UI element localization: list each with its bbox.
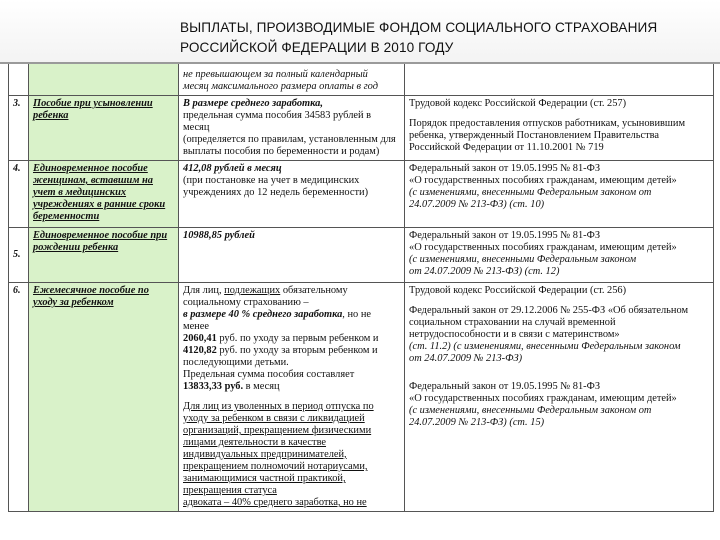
amount-line: учреждениях до 12 недель беременности) [183,187,369,198]
basis-line: Федеральный закон от 19.05.1995 № 81-ФЗ [409,230,601,241]
amount-line [183,333,400,345]
basis-line: Трудовой кодекс Российской Федерации (ст. 257) [409,98,627,109]
amount-line: прекращения статуса [183,485,277,496]
table-row [9,96,714,161]
amount-cell [179,283,405,512]
amount-line: (определяется по правилам, установленным для [183,134,396,145]
benefits-table [8,64,714,512]
row-number: 5. [9,228,29,283]
amount-line: Предельная сумма пособия составляет [183,369,355,380]
basis-line: (с изменениями, внесенными Федеральным законом [409,254,637,265]
amount-line: прекращением полномочий нотариусами, [183,461,368,472]
benefit-name: Ежемесячное пособие по уходу за ребенком [29,283,179,512]
legal-basis-cell [405,283,714,512]
amount-line: последующими детьми. [183,357,289,368]
basis-line: от 24.07.2009 № 213-ФЗ) (ст. 12) [409,266,560,277]
amount-line: В размере среднего заработка, [183,98,323,109]
basis-line: Федеральный закон от 19.05.1995 № 81-ФЗ [409,163,601,174]
legal-basis-cell [405,161,714,228]
table-row [9,283,714,512]
amount-text: обязательному [280,285,348,296]
amount-line: занимающимися частной практикой, [183,473,346,484]
amount-text: 13833,33 руб. [183,381,244,392]
basis-line: (с изменениями, внесенными Федеральным законом от [409,405,652,416]
amount-line: организаций, прекращением физическими [183,425,372,436]
legal-basis-cell [405,64,714,96]
benefits-table-wrap [8,64,714,540]
slide-title-line-2: РОССИЙСКОЙ ФЕДЕРАЦИИ В 2010 ГОДУ [180,40,454,55]
amount-line: выплаты пособия по беременности и родам) [183,146,380,157]
amount-line: (при постановке на учет в медицинских [183,175,360,186]
basis-line: «О государственных пособиях гражданам, имеющим детей» [409,242,677,253]
amount-line: 10988,85 рублей [183,230,255,241]
amount-line [183,285,400,297]
amount-text: в размере 40 % среднего заработка [183,309,343,320]
legal-basis-cell [405,228,714,283]
benefit-name: Единовременное пособие при рождении ребенка [29,228,179,283]
amount-line: менее [183,321,209,332]
amount-text: подлежащих [224,285,281,296]
basis-line: Российской Федерации от 11.10.2001 № 719 [409,142,604,153]
basis-line: Федеральный закон от 19.05.1995 № 81-ФЗ [409,381,601,392]
amount-cell [179,228,405,283]
table-row [9,161,714,228]
amount-line: Для лиц из уволенных в период отпуска по [183,401,374,412]
slide-title [180,18,710,58]
amount-text: 2060,41 [183,333,217,344]
row-number-cell [9,64,29,96]
table-row-continuation [9,64,714,96]
amount-line [183,381,400,393]
table-row [9,228,714,283]
amount-line: месяц максимального размера оплаты в год [183,81,378,92]
amount-line: 412,08 рублей в месяц [183,163,282,174]
amount-text: 4120,82 [183,345,217,356]
amount-line [183,345,400,357]
basis-line: Порядок предоставления отпусков работникам, усыновившим [409,118,686,129]
amount-line [183,309,400,321]
amount-line: адвоката – 40% среднего заработка, но не [183,497,367,508]
amount-text: Для лиц, [183,285,225,296]
amount-cell [179,64,405,96]
basis-line: (ст. 11.2) (с изменениями, внесенными Федеральным законом [409,341,681,352]
row-number: 6. [9,283,29,512]
benefit-name: Пособие при усыновлении ребенка [29,96,179,161]
amount-line: индивидуальных предпринимателей, [183,449,347,460]
amount-cell [179,161,405,228]
slide-header [0,0,720,64]
basis-line: Федеральный закон от 29.12.2006 № 255-ФЗ «Об обязательном [409,305,689,316]
basis-line: от 24.07.2009 № 213-ФЗ) [409,353,523,364]
benefit-name-cell [29,64,179,96]
basis-line: 24.07.2009 № 213-ФЗ) (ст. 10) [409,199,545,210]
basis-line: Трудовой кодекс Российской Федерации (ст. 256) [409,285,627,296]
basis-line: социальном страховании на случай временной [409,317,616,328]
amount-text: в месяц [243,381,280,392]
basis-line: нетрудоспособности и в связи с материнством» [409,329,620,340]
legal-basis-cell [405,96,714,161]
amount-text: руб. по уходу за вторым ребенком и [216,345,378,356]
amount-line: лицами деятельности в качестве [183,437,327,448]
row-number: 3. [9,96,29,161]
row-number: 4. [9,161,29,228]
amount-line: не превышающем за полный календарный [183,69,368,80]
amount-line: уходу за ребенком в связи с ликвидацией [183,413,365,424]
basis-line: «О государственных пособиях гражданам, имеющим детей» [409,393,677,404]
amount-line: месяц [183,122,210,133]
benefit-name: Единовременное пособие женщинам, вставшим на учет в медицинских учреждениях в ранние сроки беременности [29,161,179,228]
basis-line: (с изменениями, внесенными Федеральным законом от [409,187,652,198]
amount-cell [179,96,405,161]
basis-line: «О государственных пособиях гражданам, имеющим детей» [409,175,677,186]
amount-line: социальному страхованию – [183,297,309,308]
amount-text: , но не [342,309,372,320]
basis-line: ребенка, утвержденный Постановлением Правительства [409,130,660,141]
basis-line: 24.07.2009 № 213-ФЗ) (ст. 15) [409,417,545,428]
amount-text: руб. по уходу за первым ребенком и [216,333,379,344]
slide-title-line-1: ВЫПЛАТЫ, ПРОИЗВОДИМЫЕ ФОНДОМ СОЦИАЛЬНОГО СТРАХОВАНИЯ [180,20,658,35]
amount-line: предельная сумма пособия 34583 рублей в [183,110,372,121]
